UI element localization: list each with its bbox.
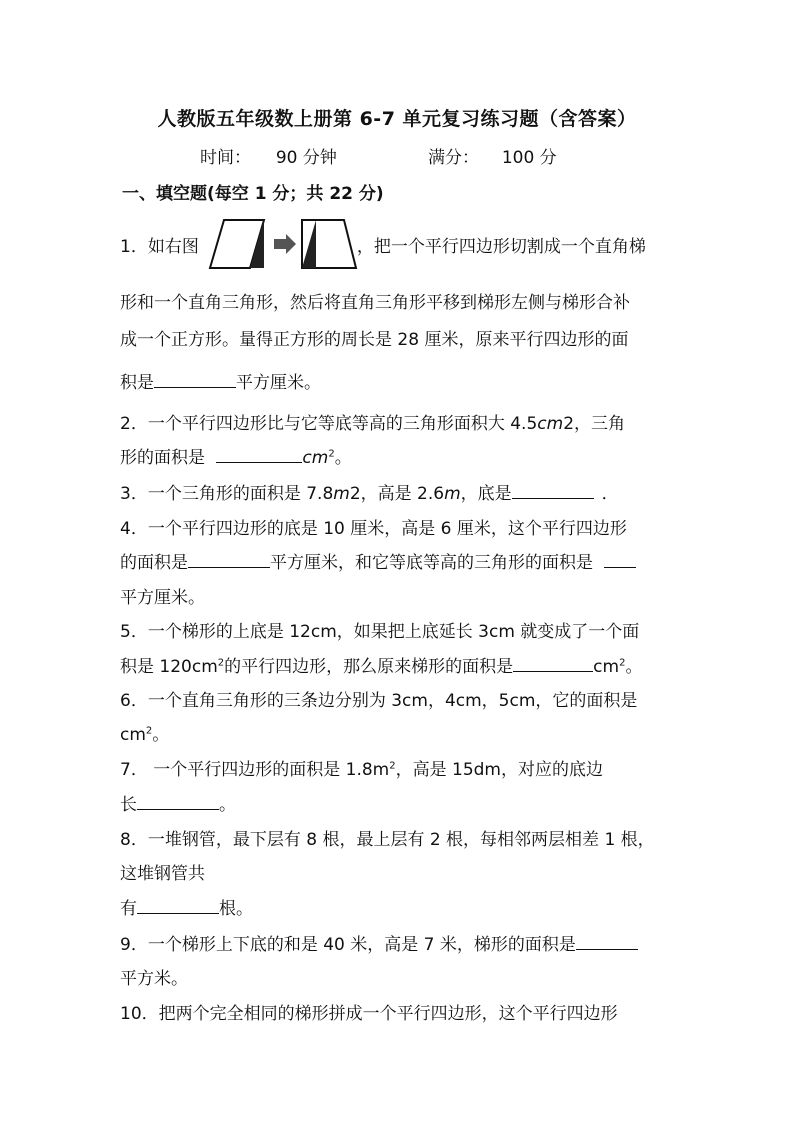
q2-text-a2: 2，三角 [563, 414, 626, 434]
q3-text-a3: ，底是 [460, 484, 512, 504]
q1-line4 [120, 368, 321, 393]
q5-line1: 5．一个梯形的上底是 12cm，如果把上底延长 3cm 就变成了一个面 [120, 622, 640, 642]
answer-blank[interactable] [604, 552, 636, 568]
q1-line2: 形和一个直角三角形，然后将直角三角形平移到梯形左侧与梯形合补 [120, 293, 630, 313]
q2-line2 [120, 443, 352, 468]
q5-sup-2: 2 [619, 657, 626, 669]
parallelogram-cut-figure [206, 218, 362, 270]
q1-line1 [120, 232, 646, 257]
arrow-icon [274, 234, 296, 254]
q5-sup: 2 [217, 657, 225, 669]
q8-line2: 这堆钢管共 [120, 864, 205, 884]
q7-end: 。 [219, 795, 236, 815]
q2-unit-b: cm [302, 448, 329, 468]
q5-end: 。 [625, 657, 643, 677]
q6-sup: 2 [145, 725, 153, 737]
q5-text-b2: 的平行四边形，那么原来梯形的面积是 [224, 657, 514, 677]
q2-text-a1: 2．一个平行四边形比与它等底等高的三角形面积大 4.5 [120, 414, 538, 434]
q2-line1 [120, 409, 625, 434]
q3-text-a2: 2，高是 2.6 [349, 484, 445, 504]
q5-text-b1: 积是 120cm [120, 657, 218, 677]
time-value: 90 分钟 [275, 148, 337, 168]
q4-line3: 平方厘米。 [120, 588, 205, 608]
q1-text-b: ，把一个平行四边形切割成一个直角梯 [356, 237, 646, 257]
q3-text-a1: 3．一个三角形的面积是 7.8 [120, 484, 334, 504]
score-label: 满分： [428, 148, 479, 168]
q4-line2 [120, 548, 636, 573]
answer-blank[interactable] [154, 372, 236, 388]
q8-line3 [120, 894, 253, 919]
q9-text-a: 9．一个梯形上下底的和是 40 米，高是 7 米，梯形的面积是 [120, 935, 576, 955]
time-label: 时间： [200, 148, 251, 168]
answer-blank[interactable] [216, 447, 302, 463]
q3-end: ． [601, 484, 619, 504]
q5-line2 [120, 652, 642, 677]
q9-line1 [120, 930, 638, 955]
q7-line1 [120, 755, 603, 780]
q2-sup: 2 [328, 448, 335, 460]
q8-text-c1: 有 [120, 899, 137, 919]
section-heading: 一、填空题(每空 1 分；共 22 分) [122, 184, 384, 204]
q8-end: 根。 [219, 899, 253, 919]
answer-blank[interactable] [137, 794, 219, 810]
q7-text-a1: 7． 一个平行四边形的面积是 1.8m [120, 760, 390, 780]
q4-text-b1: 的面积是 [120, 553, 188, 573]
answer-blank[interactable] [576, 934, 638, 950]
q7-text-a2: ，高是 15dm，对应的底边 [395, 760, 603, 780]
score-info [428, 143, 557, 168]
page-title: 人教版五年级数上册第 6-7 单元复习练习题（含答案） [157, 108, 637, 130]
q6-unit: cm [120, 725, 146, 745]
q3-unit-2: m [444, 484, 461, 504]
q3-unit-1: m [333, 484, 350, 504]
time-info [200, 143, 337, 168]
q8-line1: 8．一堆钢管，最下层有 8 根，最上层有 2 根，每相邻两层相差 1 根， [120, 830, 655, 850]
answer-blank[interactable] [512, 483, 594, 499]
q5-unit: cm [593, 657, 620, 677]
answer-blank[interactable] [513, 656, 593, 672]
q7-text-b1: 长 [120, 795, 137, 815]
q10-line1: 10．把两个完全相同的梯形拼成一个平行四边形，这个平行四边形 [120, 1004, 618, 1024]
q7-line2 [120, 790, 236, 815]
q2-end: 。 [334, 448, 352, 468]
q1-text-a: 1．如右图 [120, 237, 199, 257]
q1-text-e2: 平方厘米。 [236, 373, 321, 393]
q2-unit: cm [537, 414, 564, 434]
q1-line3: 成一个正方形。量得正方形的周长是 28 厘米，原来平行四边形的面 [120, 330, 629, 350]
q6-line1: 6．一个直角三角形的三条边分别为 3cm，4cm，5cm，它的面积是 [120, 691, 638, 711]
q6-end: 。 [152, 725, 170, 745]
q2-text-b1: 形的面积是 [120, 448, 211, 468]
q3-line1 [120, 479, 619, 504]
q4-text-b2: 平方厘米，和它等底等高的三角形的面积是 [270, 553, 599, 573]
answer-blank[interactable] [188, 552, 270, 568]
q7-sup: 2 [389, 760, 396, 772]
q6-line2 [120, 720, 169, 745]
q9-line2: 平方米。 [120, 969, 188, 989]
q1-text-e1: 积是 [120, 373, 154, 393]
score-value: 100 分 [501, 148, 557, 168]
q4-line1: 4．一个平行四边形的底是 10 厘米，高是 6 厘米，这个平行四边形 [120, 519, 627, 539]
answer-blank[interactable] [137, 898, 219, 914]
